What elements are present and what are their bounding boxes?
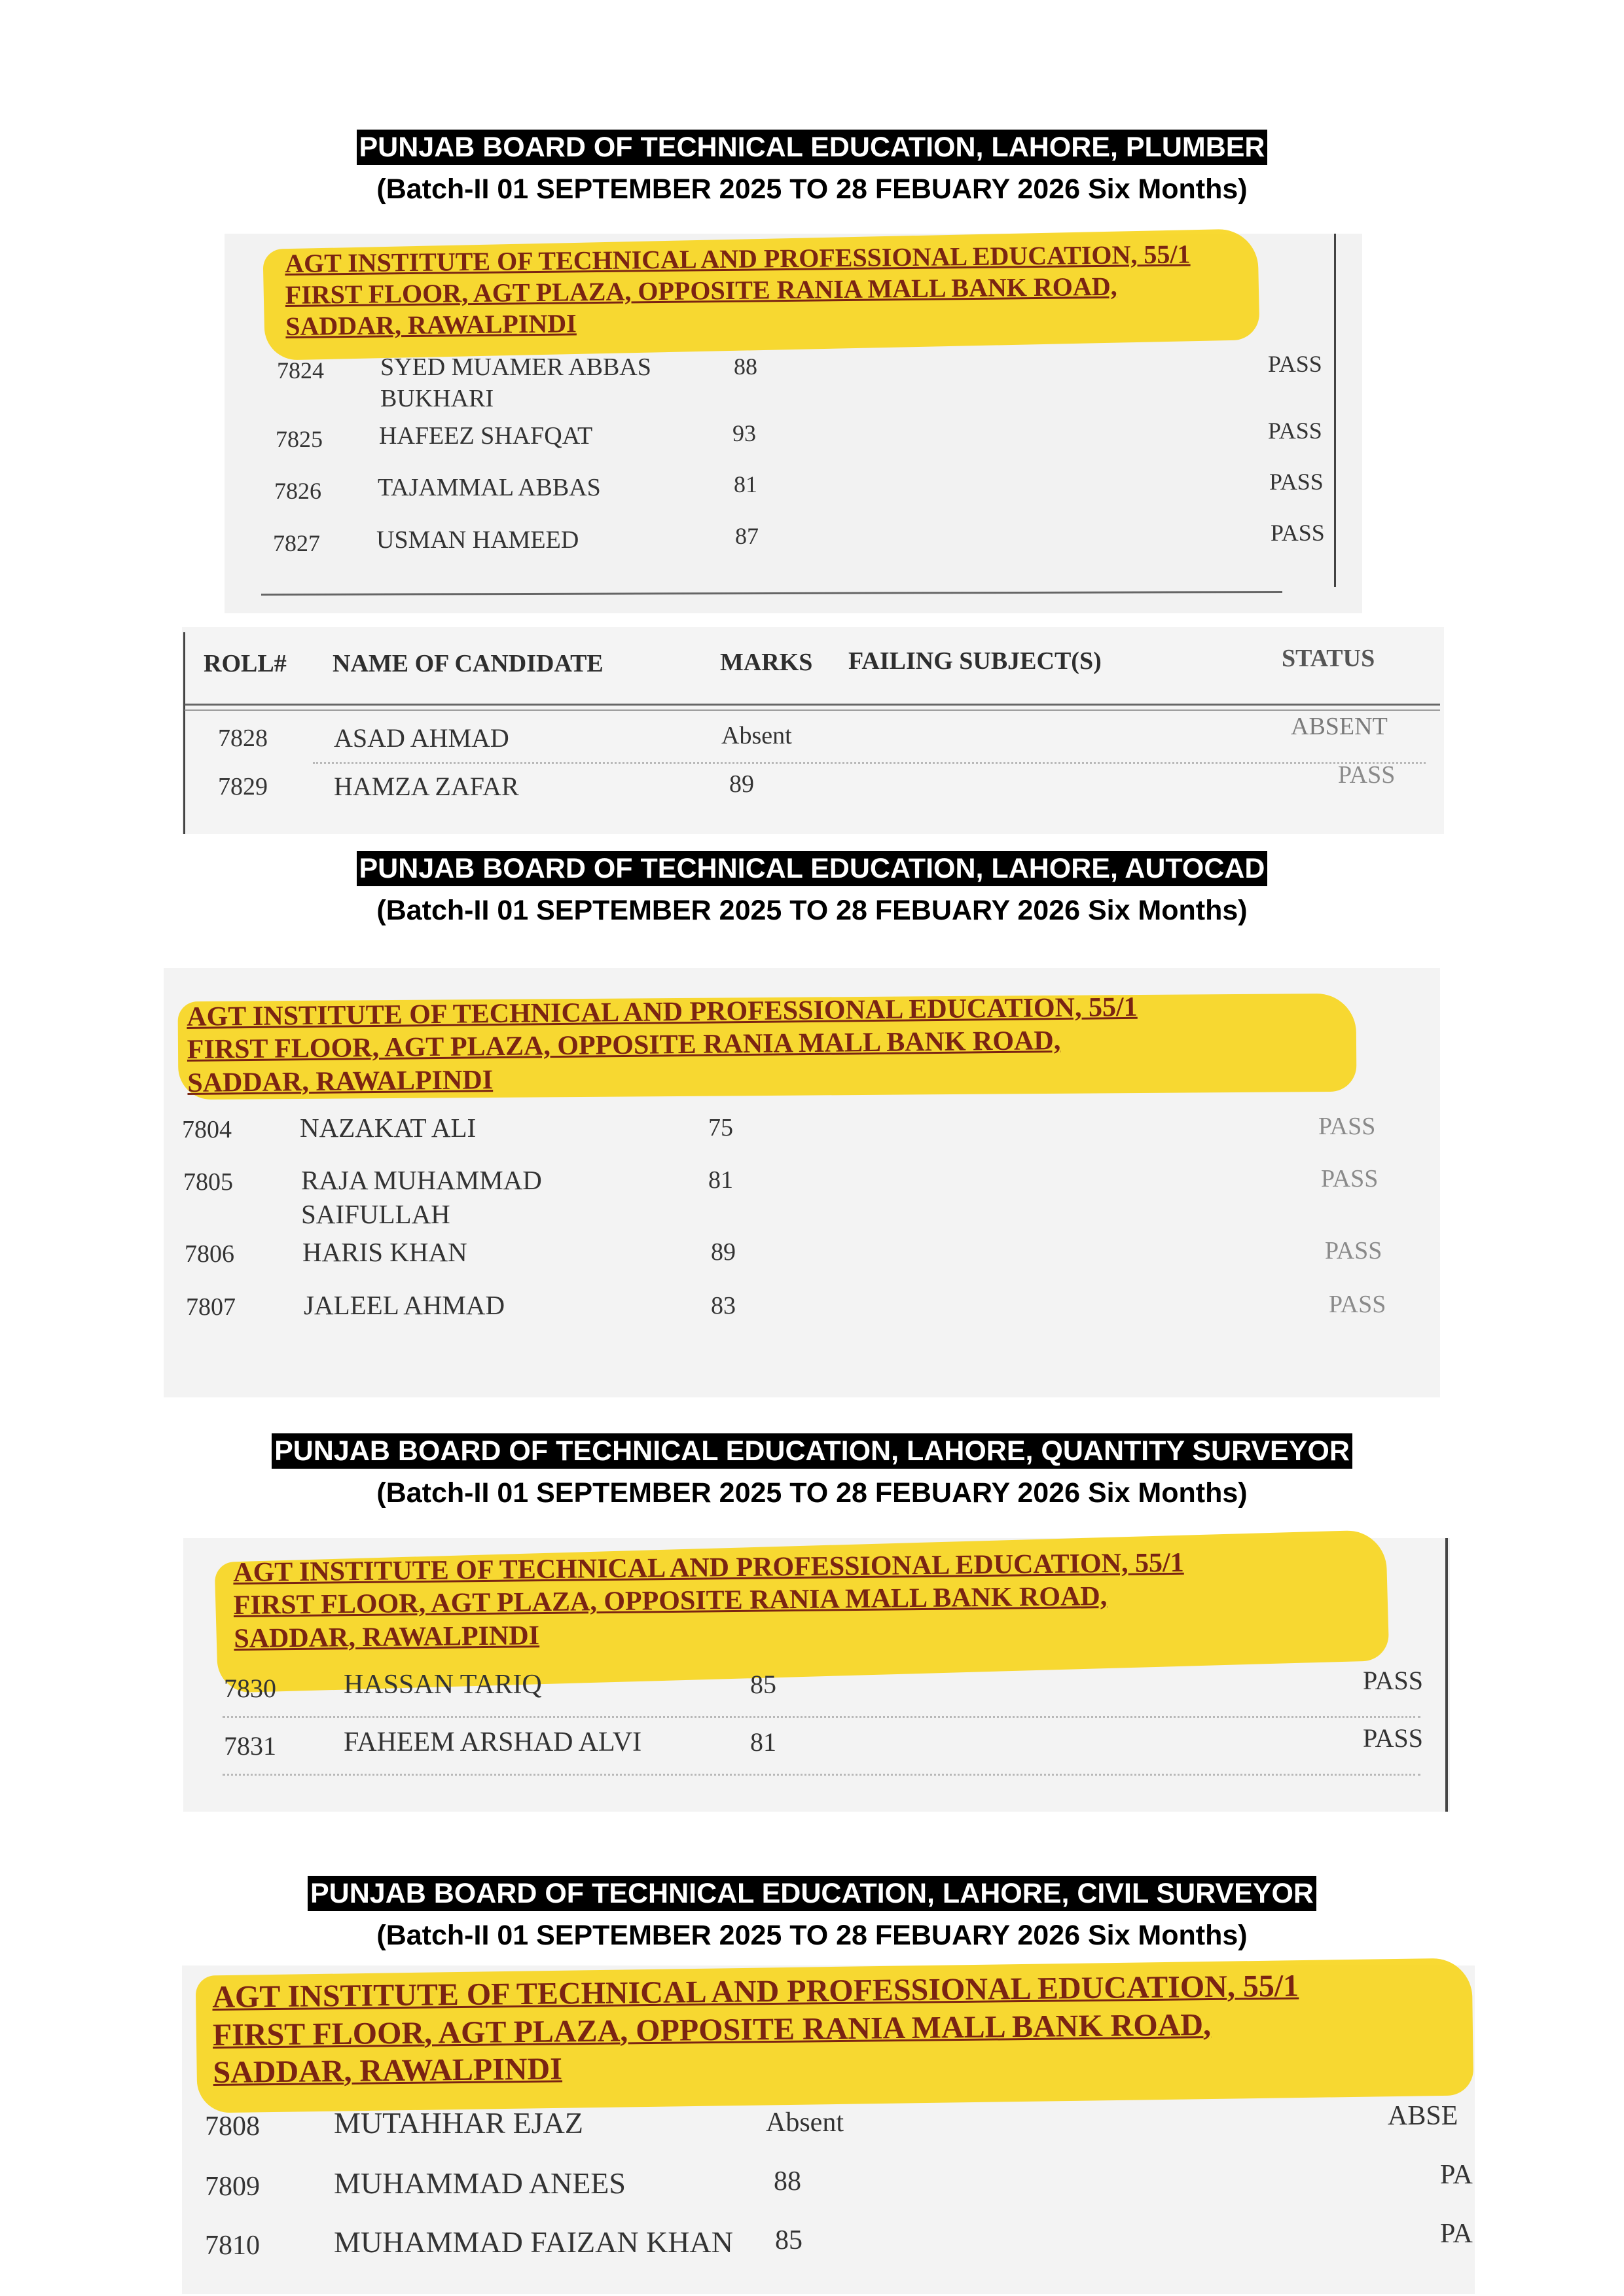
candidate-name: HASSAN TARIQ: [344, 1670, 542, 1700]
section-header-civil-surveyor: [0, 1876, 1624, 1953]
roll-number: 7825: [276, 426, 323, 452]
batch-subtitle: (Batch-II 01 SEPTEMBER 2025 TO 28 FEBUARY 2026 Six Months): [376, 895, 1248, 926]
marks: 87: [735, 523, 759, 549]
row-separator: [223, 1716, 1420, 1718]
result-scan-civil-surveyor: [182, 1965, 1475, 2294]
column-header-marks: MARKS: [720, 649, 813, 676]
roll-number: 7826: [274, 478, 321, 504]
status: ABSE: [1388, 2101, 1458, 2131]
candidate-name: HAFEEZ SHAFQAT: [379, 422, 593, 450]
section-header-autocad: [0, 851, 1624, 928]
status: ABSENT: [1291, 713, 1388, 740]
section-title: PUNJAB BOARD OF TECHNICAL EDUCATION, LAHORE, PLUMBER: [357, 130, 1268, 165]
roll-number: 7810: [205, 2231, 260, 2261]
status: PASS: [1318, 1113, 1376, 1140]
candidate-name: MUHAMMAD ANEES: [334, 2166, 626, 2200]
roll-number: 7829: [218, 773, 268, 800]
candidate-name: RAJA MUHAMMAD: [301, 1165, 542, 1195]
marks: Absent: [721, 722, 792, 749]
candidate-name: SAIFULLAH: [301, 1199, 450, 1229]
candidate-name: TAJAMMAL ABBAS: [378, 474, 601, 501]
candidate-name: SYED MUAMER ABBAS: [380, 353, 651, 381]
status: PASS: [1269, 469, 1324, 495]
row-separator: [223, 1774, 1420, 1776]
candidate-name: MUTAHHAR EJAZ: [334, 2106, 583, 2140]
section-title: PUNJAB BOARD OF TECHNICAL EDUCATION, LAHORE, AUTOCAD: [357, 851, 1268, 886]
status: PASS: [1338, 761, 1396, 789]
section-title: PUNJAB BOARD OF TECHNICAL EDUCATION, LAHORE, CIVIL SURVEYOR: [308, 1876, 1316, 1911]
institute-name: AGT INSTITUTE OF TECHNICAL AND PROFESSIONAL EDUCATION, 55/1 FIRST FLOOR, AGT PLAZA, OPPOSITE RANIA MALL BANK ROAD, SADDAR, RAWALPINDI: [285, 239, 1191, 341]
institute-name: AGT INSTITUTE OF TECHNICAL AND PROFESSIONAL EDUCATION, 55/1 FIRST FLOOR, AGT PLAZA, OPPOSITE RANIA MALL BANK ROAD, SADDAR, RAWALPINDI: [233, 1547, 1184, 1654]
marks: 83: [711, 1292, 736, 1319]
candidate-name: FAHEEM ARSHAD ALVI: [344, 1727, 642, 1757]
header-rule: [185, 704, 1440, 706]
marks: 93: [732, 420, 756, 446]
table-border: [183, 632, 185, 834]
row-separator: [313, 762, 1426, 764]
roll-number: 7808: [205, 2111, 260, 2142]
status: PASS: [1321, 1165, 1379, 1193]
column-header-failing-subjects: FAILING SUBJECT(S): [848, 647, 1102, 675]
section-header-plumber: [0, 130, 1624, 207]
marks: 81: [708, 1166, 733, 1194]
section-header-quantity-surveyor: [0, 1433, 1624, 1511]
marks: Absent: [766, 2108, 844, 2138]
marks: 85: [775, 2225, 803, 2255]
roll-number: 7804: [182, 1116, 232, 1143]
result-scan-quantity-surveyor: [183, 1538, 1450, 1812]
header-rule: [185, 709, 1440, 711]
institute-name: AGT INSTITUTE OF TECHNICAL AND PROFESSIONAL EDUCATION, 55/1 FIRST FLOOR, AGT PLAZA, OPPOSITE RANIA MALL BANK ROAD, SADDAR, RAWALPINDI: [187, 992, 1138, 1098]
marks: 81: [734, 471, 757, 497]
section-title: PUNJAB BOARD OF TECHNICAL EDUCATION, LAHORE, QUANTITY SURVEYOR: [272, 1433, 1352, 1469]
marks: 88: [734, 353, 757, 380]
batch-subtitle: (Batch-II 01 SEPTEMBER 2025 TO 28 FEBUARY 2026 Six Months): [376, 1920, 1248, 1951]
candidate-name: MUHAMMAD FAIZAN KHAN: [334, 2225, 733, 2259]
status: PASS: [1268, 351, 1322, 377]
institute-name: AGT INSTITUTE OF TECHNICAL AND PROFESSIONAL EDUCATION, 55/1 FIRST FLOOR, AGT PLAZA, OPPOSITE RANIA MALL BANK ROAD, SADDAR, RAWALPINDI: [212, 1968, 1299, 2090]
column-header-roll: ROLL#: [204, 650, 287, 677]
candidate-name: HARIS KHAN: [302, 1237, 467, 1267]
column-header-status: STATUS: [1282, 645, 1375, 672]
marks: 89: [729, 770, 754, 798]
status: PA: [1440, 2160, 1473, 2190]
marks: 88: [774, 2166, 801, 2197]
marks: 89: [711, 1238, 736, 1266]
status: PA: [1440, 2219, 1473, 2249]
result-scan-autocad: [164, 968, 1440, 1397]
status: PASS: [1329, 1291, 1386, 1318]
marks: 85: [750, 1670, 776, 1699]
batch-subtitle: (Batch-II 01 SEPTEMBER 2025 TO 28 FEBUARY 2026 Six Months): [376, 173, 1248, 205]
roll-number: 7828: [218, 725, 268, 752]
status: PASS: [1363, 1666, 1423, 1695]
table-border: [1334, 234, 1336, 587]
candidate-name: USMAN HAMEED: [376, 526, 579, 554]
roll-number: 7809: [205, 2172, 260, 2202]
result-scan-plumber-table: [182, 627, 1444, 834]
roll-number: 7827: [273, 530, 320, 556]
table-rule: [261, 591, 1282, 596]
roll-number: 7805: [183, 1168, 233, 1196]
status: PASS: [1268, 418, 1322, 444]
roll-number: 7807: [186, 1293, 236, 1321]
table-border: [1445, 1538, 1448, 1812]
roll-number: 7824: [277, 357, 324, 384]
result-scan-plumber: [225, 234, 1362, 613]
roll-number: 7831: [224, 1731, 276, 1761]
roll-number: 7806: [185, 1240, 234, 1268]
column-header-name: NAME OF CANDIDATE: [333, 650, 604, 677]
batch-subtitle: (Batch-II 01 SEPTEMBER 2025 TO 28 FEBUARY 2026 Six Months): [376, 1477, 1248, 1509]
candidate-name: NAZAKAT ALI: [300, 1113, 477, 1143]
status: PASS: [1363, 1723, 1423, 1753]
roll-number: 7830: [224, 1674, 276, 1703]
candidate-name: JALEEL AHMAD: [304, 1290, 505, 1320]
candidate-name: BUKHARI: [380, 385, 494, 412]
status: PASS: [1325, 1237, 1382, 1265]
candidate-name: HAMZA ZAFAR: [334, 772, 519, 801]
marks: 81: [750, 1727, 776, 1757]
candidate-name: ASAD AHMAD: [334, 723, 509, 753]
marks: 75: [708, 1114, 733, 1141]
status: PASS: [1271, 520, 1325, 546]
